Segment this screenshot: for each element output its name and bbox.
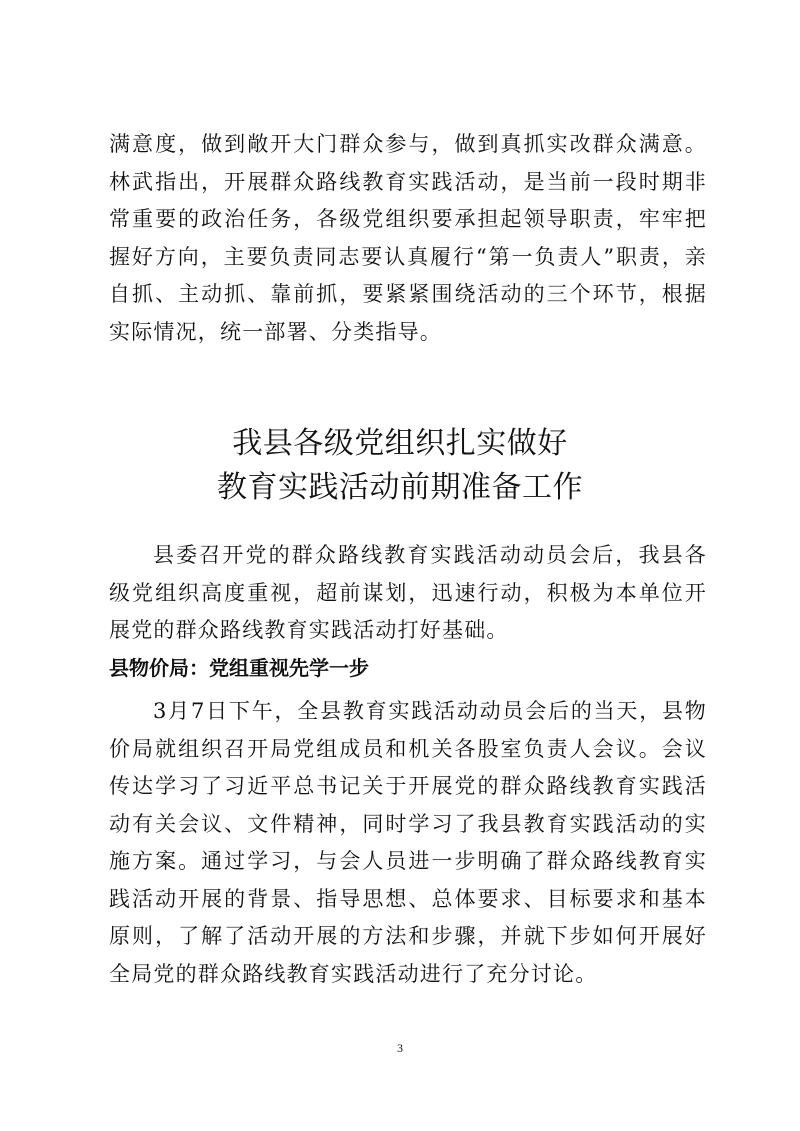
article-headline	[100, 422, 700, 510]
continued-paragraph: 满意度，做到敞开大门群众参与，做到真抓实改群众满意。林武指出，开展群众路线教育实践活动，是当前一段时期非常重要的政治任务，各级党组织要承担起领导职责，牢牢把握好方向，主要负责同志要认真履行“第一负责人”职责，亲自抓、主动抓、靠前抓，要紧紧围绕活动的三个环节，根据实际情况，统一部署、分类指导。	[109, 132, 707, 344]
section-heading: 县物价局：党组重视先学一步	[109, 656, 369, 680]
section-body-paragraph: 3月7日下午，全县教育实践活动动员会后的当天，县物价局就组织召开局党组成员和机关各股室负责人会议。会议传达学习了习近平总书记关于开展党的群众路线教育实践活动有关会议、文件精神，同时学习了我县教育实践活动的实施方案。通过学习，与会人员进一步明确了群众路线教育实践活动开展的背景、指导思想、总体要求、目标要求和基本原则，了解了活动开展的方法和步骤，并就下步如何开展好全局党的群众路线教育实践活动进行了充分讨论。	[109, 699, 707, 986]
intro-paragraph: 县委召开党的群众路线教育实践活动动员会后，我县各级党组织高度重视，超前谋划，迅速行动，积极为本单位开展党的群众路线教育实践活动打好基础。	[109, 543, 707, 642]
headline-line-1: 我县各级党组织扎实做好	[232, 426, 568, 461]
page-number: 3	[397, 1041, 403, 1055]
headline-line-2: 教育实践活动前期准备工作	[217, 470, 583, 505]
